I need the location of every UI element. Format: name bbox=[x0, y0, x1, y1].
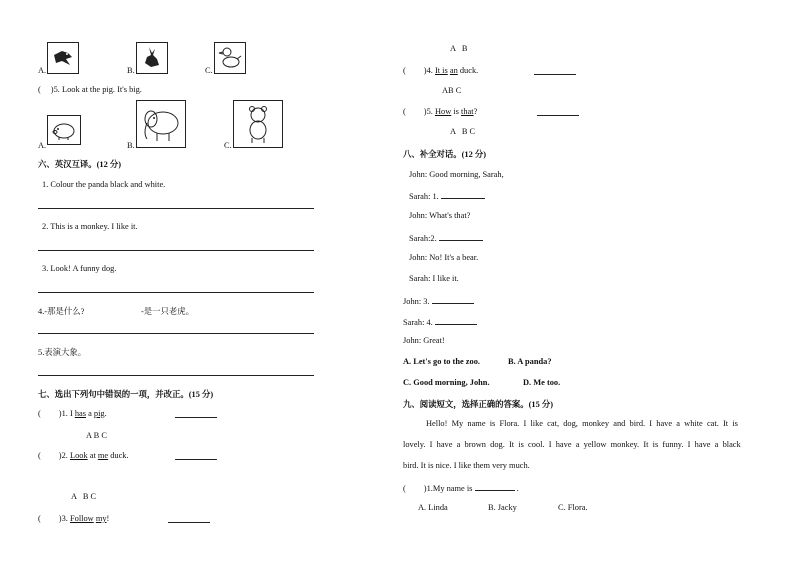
error-question-1: ( )1. I has a pig. bbox=[38, 409, 107, 418]
dialogue-line-4: Sarah:2. bbox=[409, 232, 483, 243]
error-question-2: ( )2. Look at me duck. bbox=[38, 451, 129, 460]
dialogue-option-b: B. A panda? bbox=[508, 357, 552, 366]
dialogue-option-d: D. Me too. bbox=[523, 378, 561, 387]
rabbit-shadow-picture bbox=[136, 42, 168, 74]
error-question-2-labels: A B C bbox=[71, 492, 97, 501]
dialogue-blank-1[interactable] bbox=[441, 190, 485, 199]
answer-paren[interactable]: ( bbox=[403, 66, 406, 75]
left-q5-line: ( )5. Look at the pig. It's big. bbox=[38, 85, 142, 94]
correction-blank-4[interactable] bbox=[534, 66, 576, 77]
dialogue-line-3: John: What's that? bbox=[409, 211, 471, 220]
reading-choice-a[interactable]: A. Linda bbox=[418, 503, 448, 512]
correction-blank-5[interactable] bbox=[537, 107, 579, 118]
q4-option-b-label: B. bbox=[127, 66, 135, 75]
translate-item-2: 2. This is a monkey. I like it. bbox=[42, 222, 138, 231]
answer-line-4[interactable] bbox=[38, 333, 314, 334]
dialogue-line-1: John: Good morning, Sarah, bbox=[409, 170, 504, 179]
bear-picture bbox=[233, 100, 283, 148]
dialogue-line-6: Sarah: I like it. bbox=[409, 274, 459, 283]
dialogue-blank-3[interactable] bbox=[432, 295, 474, 304]
q5-option-a-label: A. bbox=[38, 141, 47, 150]
dialogue-line-2: Sarah: 1. bbox=[409, 190, 485, 201]
right-top-labels: A B bbox=[450, 44, 468, 53]
q4-option-c-label: C. bbox=[205, 66, 213, 75]
answer-line-1[interactable] bbox=[38, 208, 314, 209]
correction-blank-3[interactable] bbox=[168, 514, 210, 525]
translate-item-5: 5.表演大象。 bbox=[38, 348, 87, 357]
answer-paren[interactable]: ( bbox=[403, 484, 406, 493]
dialogue-blank-2[interactable] bbox=[439, 232, 483, 241]
section-8-title: 八、补全对话。(12 分) bbox=[403, 150, 487, 159]
error-question-3: ( )3. Follow my! bbox=[38, 514, 110, 523]
dialogue-blank-4[interactable] bbox=[435, 316, 477, 325]
translate-item-1: 1. Colour the panda black and white. bbox=[42, 180, 166, 189]
reading-choice-b[interactable]: B. Jacky bbox=[488, 503, 517, 512]
dialogue-line-7: John: 3. bbox=[403, 295, 474, 306]
translate-item-4b: -是一只老虎。 bbox=[141, 307, 195, 316]
section-9-title: 九、阅读短文，选择正确的答案。(15 分) bbox=[403, 400, 554, 409]
dialogue-option-a: A. Let's go to the zoo. bbox=[403, 357, 480, 366]
reading-question-1: ( )1.My name is . bbox=[403, 484, 519, 493]
dialogue-option-c: C. Good morning, John. bbox=[403, 378, 490, 387]
dialogue-line-9: John: Great! bbox=[403, 336, 445, 345]
reading-passage-line-3: bird. It is nice. I like them very much. bbox=[403, 461, 530, 470]
error-question-1-labels: A B C bbox=[86, 431, 107, 440]
answer-paren[interactable]: ( bbox=[38, 409, 41, 418]
elephant-picture bbox=[136, 100, 186, 148]
dialogue-line-8: Sarah: 4. bbox=[403, 316, 477, 327]
reading-passage-line-2: lovely. I have a brown dog. It is cool. I have a yellow monkey. It is funny. I have a black bbox=[403, 440, 741, 449]
q5-option-b-label: B. bbox=[127, 141, 135, 150]
error-question-5: ( )5. How is that? bbox=[403, 107, 478, 116]
error-question-4-labels: AB C bbox=[442, 86, 462, 95]
answer-paren[interactable]: ( bbox=[403, 107, 406, 116]
reading-blank-1[interactable] bbox=[475, 482, 515, 491]
error-question-5-labels: A B C bbox=[450, 127, 476, 136]
translate-item-4: 4.-那是什么? bbox=[38, 307, 85, 316]
correction-blank-2[interactable] bbox=[175, 451, 217, 462]
translate-item-3: 3. Look! A funny dog. bbox=[42, 264, 117, 273]
pig-picture bbox=[47, 115, 81, 145]
hand-shadow-picture bbox=[47, 42, 79, 74]
q4-option-a-label: A. bbox=[38, 66, 47, 75]
answer-line-3[interactable] bbox=[38, 292, 314, 293]
answer-line-2[interactable] bbox=[38, 250, 314, 251]
answer-line-5[interactable] bbox=[38, 375, 314, 376]
section-7-title: 七、选出下列句中错误的一项，并改正。(15 分) bbox=[38, 390, 214, 399]
answer-paren[interactable]: ( bbox=[38, 514, 41, 523]
answer-paren[interactable]: ( bbox=[38, 451, 41, 460]
q5-option-c-label: C. bbox=[224, 141, 232, 150]
reading-passage-line-1: Hello! My name is Flora. I like cat, dog, monkey and bird. I have a white cat. It is bbox=[426, 419, 738, 428]
duck-picture bbox=[214, 42, 246, 74]
correction-blank-1[interactable] bbox=[175, 409, 217, 420]
section-6-title: 六、英汉互译。(12 分) bbox=[38, 160, 122, 169]
dialogue-line-5: John: No! It's a bear. bbox=[409, 253, 479, 262]
reading-choice-c[interactable]: C. Flora. bbox=[558, 503, 588, 512]
error-question-4: ( )4. It is an duck. bbox=[403, 66, 479, 75]
answer-paren[interactable]: ( bbox=[38, 85, 41, 94]
